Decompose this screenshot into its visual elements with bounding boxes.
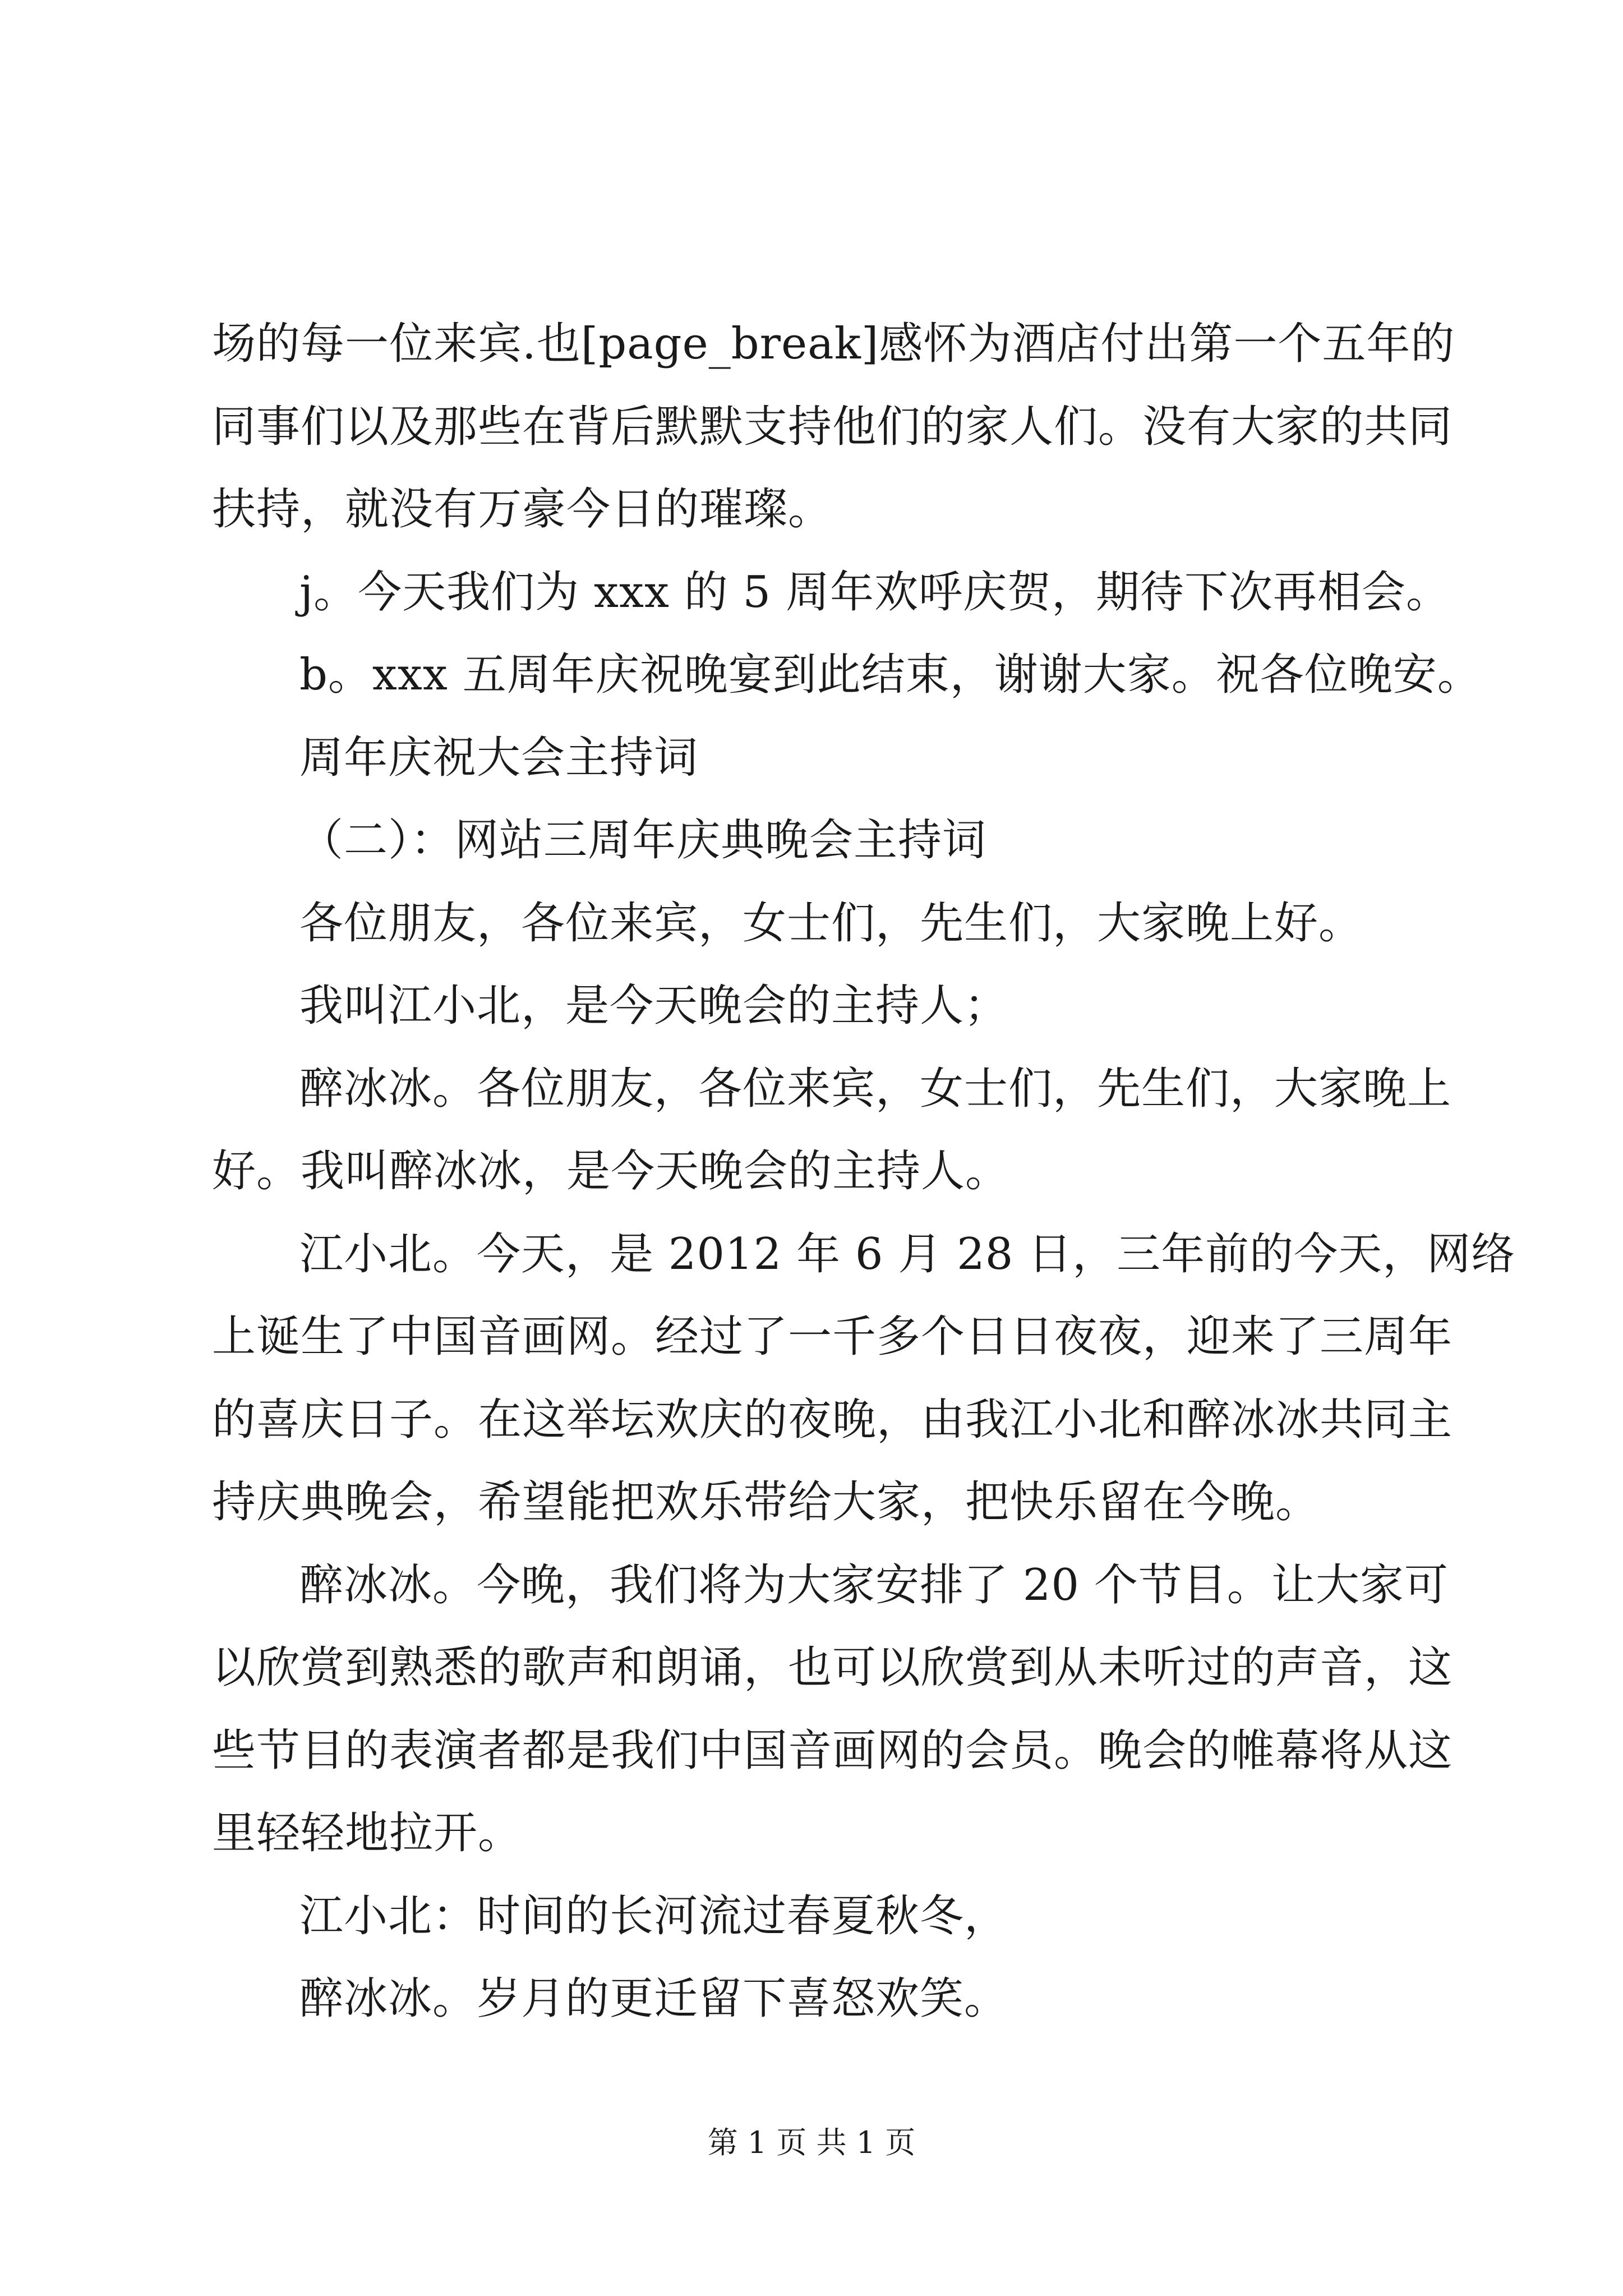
paragraph-line: 各位朋友，各位来宾，女士们，先生们，大家晚上好。 xyxy=(299,898,1363,949)
body-text xyxy=(212,303,1516,2041)
paragraph-line: 持庆典晚会，希望能把欢乐带给大家，把快乐留在今晚。 xyxy=(212,1477,1320,1527)
paragraph-line: 上诞生了中国音画网。经过了一千多个日日夜夜，迎来了三周年 xyxy=(212,1312,1453,1362)
paragraph-line: 江小北：时间的长河流过春夏秋冬， xyxy=(299,1890,1009,1941)
paragraph-line: 醉冰冰。今晚，我们将为大家安排了 20 个节目。让大家可 xyxy=(299,1559,1449,1611)
paragraph-line: 好。我叫醉冰冰，是今天晚会的主持人。 xyxy=(212,1146,1010,1197)
paragraph-line: 同事们以及那些在背后默默支持他们的家人们。没有大家的共同 xyxy=(212,401,1453,452)
paragraph-line: b。xxx 五周年庆祝晚宴到此结束，谢谢大家。祝各位晚安。 xyxy=(299,650,1482,700)
paragraph-line: 我叫江小北，是今天晚会的主持人； xyxy=(299,981,1009,1031)
section-heading: 周年庆祝大会主持词 xyxy=(299,732,699,783)
paragraph-line: 里轻轻地拉开。 xyxy=(212,1808,523,1858)
paragraph-line: 些节目的表演者都是我们中国音画网的会员。晚会的帷幕将从这 xyxy=(212,1725,1453,1776)
paragraph-line: 扶持，就没有万豪今日的璀璨。 xyxy=(212,484,833,535)
paragraph-line: 以欣赏到熟悉的歌声和朗诵，也可以欣赏到从未听过的声音，这 xyxy=(212,1642,1453,1693)
paragraph-line: 醉冰冰。岁月的更迁留下喜怒欢笑。 xyxy=(299,1973,1009,2024)
paragraph-line: 醉冰冰。各位朋友，各位来宾，女士们，先生们，大家晚上 xyxy=(299,1063,1452,1114)
paragraph-line: 的喜庆日子。在这举坛欢庆的夜晚，由我江小北和醉冰冰共同主 xyxy=(212,1394,1453,1445)
page-footer: 第 1 页 共 1 页 xyxy=(707,2125,916,2160)
paragraph-line: 江小北。今天，是 2012 年 6 月 28 日，三年前的今天，网络 xyxy=(299,1228,1516,1280)
section-subheading: （二）：网站三周年庆典晚会主持词 xyxy=(299,815,987,866)
paragraph-line: j。今天我们为 xxx 的 5 周年欢呼庆贺，期待下次再相会。 xyxy=(299,567,1450,618)
paragraph-line: 场的每一位来宾.也[page_break]感怀为酒店付出第一个五年的 xyxy=(212,319,1455,369)
